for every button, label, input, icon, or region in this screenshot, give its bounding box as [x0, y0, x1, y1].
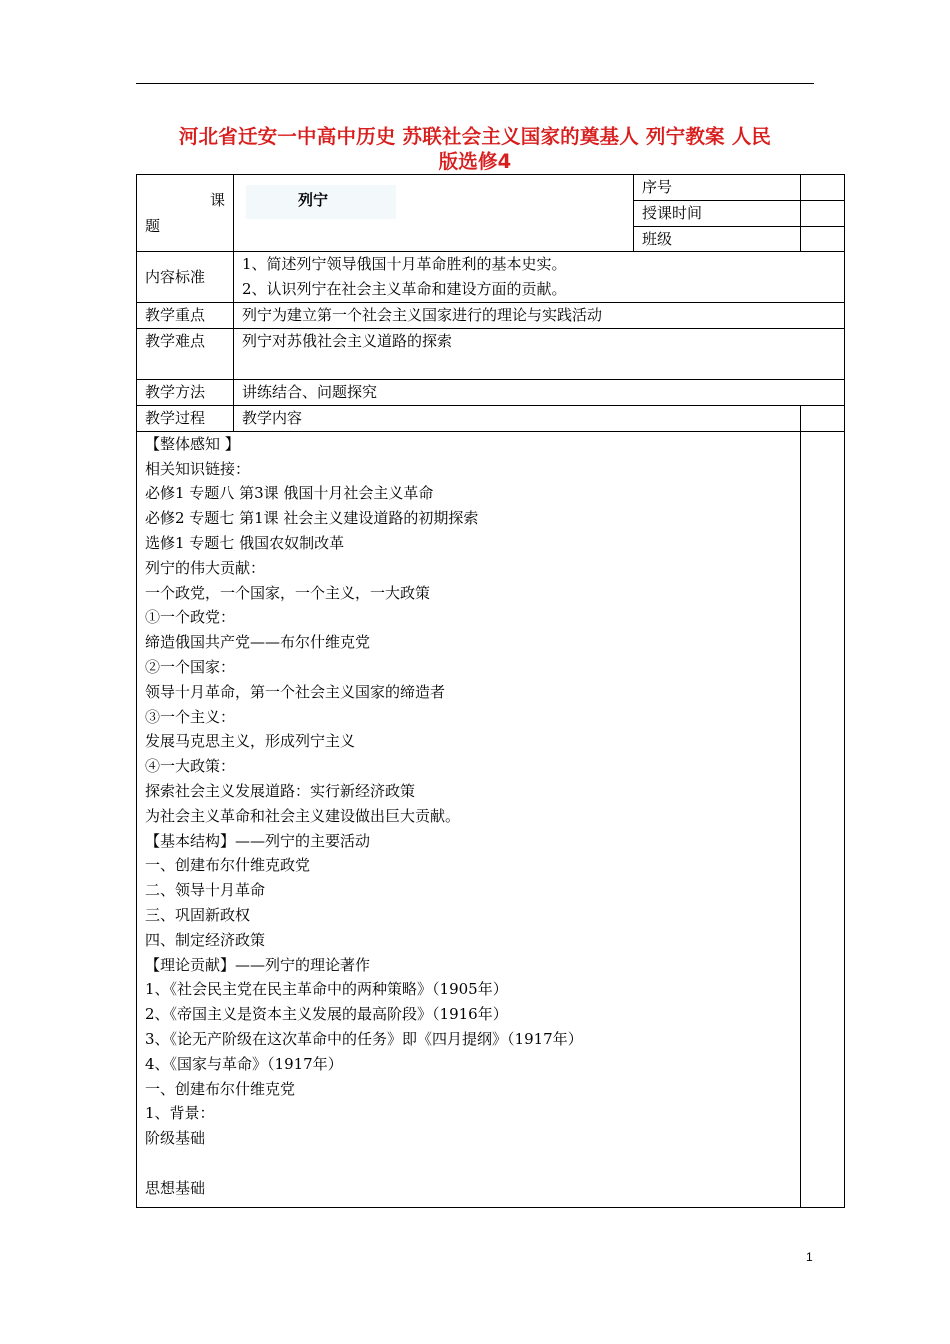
topic-label-bottom: 题: [145, 216, 161, 235]
difficulty-value: 列宁对苏俄社会主义道路的探索: [234, 329, 845, 380]
body-line: ④一大政策：: [145, 757, 236, 776]
title-line-2: 版选修4: [438, 150, 512, 173]
body-line: 为社会主义革命和社会主义建设做出巨大贡献。: [145, 806, 461, 825]
body-line: ①一个政党：: [145, 608, 236, 627]
body-line: 列宁的伟大贡献：: [145, 558, 266, 577]
content-standard-label: 内容标准: [137, 252, 234, 303]
key-point-label: 教学重点: [137, 303, 234, 329]
key-point-value: 列宁为建立第一个社会主义国家进行的理论与实践活动: [234, 303, 845, 329]
body-line: [145, 1151, 792, 1176]
body-line: 二、领导十月革命: [145, 881, 266, 900]
body-line: 2、《帝国主义是资本主义发展的最高阶段》（1916年）: [145, 1005, 508, 1024]
content-standard-cell: [234, 252, 845, 303]
body-line: 缔造俄国共产党——布尔什维克党: [145, 633, 371, 652]
body-line: 1、背景：: [145, 1104, 215, 1123]
method-value: 讲练结合、问题探究: [234, 380, 845, 406]
body-line: 【整体感知 】: [145, 434, 240, 453]
body-line: 领导十月革命，第一个社会主义国家的缔造者: [145, 682, 446, 701]
body-line: 3、《论无产阶级在这次革命中的任务》即《四月提纲》（1917年）: [145, 1029, 583, 1048]
topic-value-cell: [234, 175, 634, 252]
body-line: 必修1 专题八 第3课 俄国十月社会主义革命: [145, 484, 434, 503]
lesson-plan-table: [136, 174, 845, 1208]
meta-label-time: 授课时间: [634, 200, 801, 226]
header-rule: [136, 83, 814, 84]
body-line: 三、巩固新政权: [145, 905, 251, 924]
body-line: ③一个主义：: [145, 707, 236, 726]
body-line: ②一个国家：: [145, 657, 236, 676]
page-number: 1: [806, 1250, 813, 1264]
body-line: 1、《社会民主党在民主革命中的两种策略》（1905年）: [145, 980, 508, 999]
body-line: 一个政党，一个国家，一个主义，一大政策: [145, 583, 431, 602]
meta-label-serial: 序号: [634, 175, 801, 201]
lesson-body: [137, 431, 801, 1207]
lesson-body-side: [801, 431, 845, 1207]
process-value: 教学内容: [234, 405, 801, 431]
body-line: 一、创建布尔什维克政党: [145, 856, 311, 875]
title-line-1: 河北省迁安一中高中历史 苏联社会主义国家的奠基人 列宁教案 人民: [178, 125, 772, 148]
body-line: 四、制定经济政策: [145, 930, 266, 949]
body-line: 必修2 专题七 第1课 社会主义建设道路的初期探索: [145, 509, 479, 528]
body-line: 选修1 专题七 俄国农奴制改革: [145, 533, 345, 552]
document-title: [136, 124, 814, 174]
topic-label-cell: [137, 175, 234, 252]
process-label: 教学过程: [137, 405, 234, 431]
meta-value-time: [801, 200, 845, 226]
body-line: 思想基础: [145, 1178, 206, 1197]
meta-value-class: [801, 226, 845, 252]
process-side-cell: [801, 405, 845, 431]
difficulty-label: 教学难点: [137, 329, 234, 380]
meta-label-class: 班级: [634, 226, 801, 252]
meta-value-serial: [801, 175, 845, 201]
content-standard-item: 2、认识列宁在社会主义革命和建设方面的贡献。: [242, 280, 567, 299]
body-line: 4、《国家与革命》（1917年）: [145, 1054, 343, 1073]
body-line: 【基本结构】——列宁的主要活动: [145, 831, 371, 850]
topic-value: 列宁: [246, 185, 396, 219]
body-line: 探索社会主义发展道路：实行新经济政策: [145, 781, 416, 800]
body-line: 【理论贡献】——列宁的理论著作: [145, 955, 371, 974]
content-standard-item: 1、简述列宁领导俄国十月革命胜利的基本史实。: [242, 255, 567, 274]
body-line: 相关知识链接：: [145, 459, 251, 478]
method-label: 教学方法: [137, 380, 234, 406]
body-line: 发展马克思主义，形成列宁主义: [145, 732, 356, 751]
topic-label-top: 课: [209, 191, 225, 209]
body-line: 阶级基础: [145, 1129, 206, 1148]
body-line: 一、创建布尔什维克党: [145, 1079, 296, 1098]
